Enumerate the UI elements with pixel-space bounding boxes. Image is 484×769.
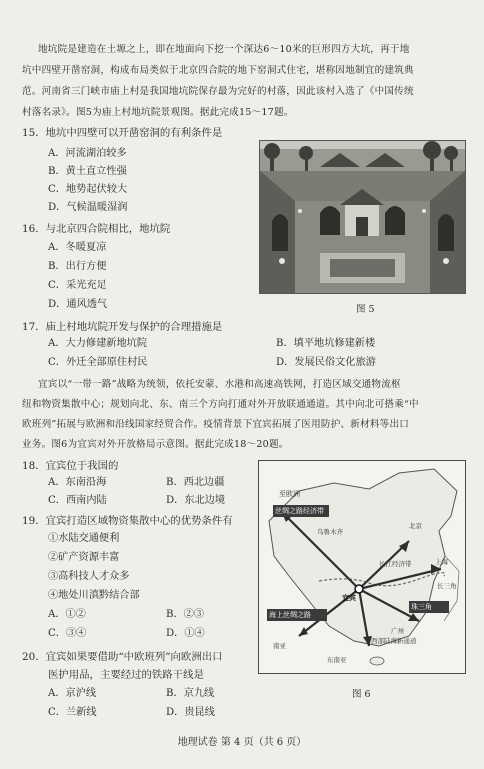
- q18-option-c[interactable]: C．西南内陆: [48, 495, 107, 506]
- q15-option-a[interactable]: A．河流湖泊较多: [48, 148, 127, 159]
- question-16-stem: 16．与北京四合院相比，地坑院: [22, 223, 171, 235]
- passage2-line-4: 业务。图6为宜宾对外开放格局示意图。据此完成18～20题。: [22, 439, 289, 450]
- q18-option-d[interactable]: D．东北边境: [166, 495, 226, 506]
- q16-option-d[interactable]: D．通风透气: [48, 299, 108, 310]
- passage2-line-3: 欧班列”拓展与欧洲和沿线国家经贸合作。疫情背景下宜宾拓展了医用防护、新材料等出口: [22, 419, 410, 430]
- map-label-yibin: 宜宾: [342, 593, 356, 602]
- passage2-line-1: 宜宾以“一带一路”战略为统领，依托安蒙、水港和高速高铁网，打造区域交通物流枢: [38, 379, 401, 390]
- yibin-marker: [355, 585, 363, 593]
- q20-option-c[interactable]: C．兰新线: [48, 707, 97, 718]
- map-label-guangzhou: 广州: [391, 627, 404, 635]
- q19-option-b[interactable]: B．②③: [166, 609, 205, 620]
- q19-statement-2: ②矿产资源丰富: [48, 552, 120, 563]
- intro-line-2: 坑中四壁开凿窑洞，构成布局类似于北京四合院的地下窑洞式住宅，堪称因地制宜的建筑典: [22, 65, 414, 76]
- figure-6-map: [258, 460, 466, 674]
- q19-statement-3: ③高科技人才众多: [48, 571, 130, 582]
- q15-option-b[interactable]: B．黄土直立性强: [48, 166, 127, 177]
- map-label-silk-road-belt: 丝绸之路经济带: [275, 507, 324, 515]
- map-label-southeast-asia: 东南亚: [327, 656, 347, 664]
- intro-line-4: 村落名录》。图5为庙上村地坑院景观图。据此完成15～17题。: [22, 107, 294, 118]
- map-label-shanghai: 上海: [435, 558, 448, 566]
- q19-option-c[interactable]: C．③④: [48, 628, 87, 639]
- courtyard-illustration: [260, 141, 465, 293]
- figure-6-caption: 图 6: [352, 689, 371, 700]
- q19-statement-4: ④地处川滇黔结合部: [48, 590, 140, 601]
- map-label-pearl-delta: 珠三角: [411, 603, 432, 611]
- map-label-europe: 至欧洲: [279, 490, 300, 498]
- figure-5-photo: [259, 140, 466, 294]
- map-label-beijing: 北京: [409, 522, 422, 530]
- map-label-yangtze-belt: 长江经济带: [379, 560, 412, 568]
- q20-option-b[interactable]: B．京九线: [166, 688, 215, 699]
- q16-option-a[interactable]: A．冬暖夏凉: [48, 242, 107, 253]
- map-label-south-asia: 南亚: [273, 642, 286, 650]
- q17-option-c[interactable]: C．外迁全部原住村民: [48, 357, 148, 368]
- q16-option-b[interactable]: B．出行方便: [48, 261, 107, 272]
- map-label-maritime-silk-road: 海上丝绸之路: [269, 611, 311, 619]
- q17-option-a[interactable]: A．大力修建新地坑院: [48, 338, 148, 349]
- question-20-stem-line-2: 医护用品，主要经过的铁路干线是: [48, 669, 204, 681]
- figure-5-caption: 图 5: [356, 304, 375, 315]
- q20-option-a[interactable]: A．京沪线: [48, 688, 97, 699]
- q16-option-c[interactable]: C．采光充足: [48, 280, 107, 291]
- page-footer: 地理试卷 第 4 页（共 6 页）: [177, 737, 307, 748]
- intro-line-1: 地坑院是建造在土塬之上，即在地面向下挖一个深达6～10米的巨形四方大坑，再于地: [38, 44, 410, 55]
- intro-line-3: 范。河南省三门峡市庙上村是我国地坑院保存最为完好的村落，因此该村入选了《中国传统: [22, 86, 414, 97]
- q19-statement-1: ①水陆交通便利: [48, 533, 120, 544]
- question-15-stem: 15．地坑中四壁可以开凿窑洞的有利条件是: [22, 127, 223, 139]
- q18-option-a[interactable]: A．东南沿海: [48, 477, 107, 488]
- q19-option-d[interactable]: D．①④: [166, 628, 205, 639]
- map-label-urumqi: 乌鲁木齐: [317, 528, 343, 536]
- q18-option-b[interactable]: B．西北边疆: [166, 477, 225, 488]
- q17-option-d[interactable]: D．发展民俗文化旅游: [276, 357, 376, 368]
- question-18-stem: 18．宜宾位于我国的: [22, 460, 119, 472]
- map-label-west-land-sea-corridor: 西部陆海新通道: [371, 637, 417, 645]
- question-20-stem-line-1: 20．宜宾如果要借助“中欧班列”向欧洲出口: [22, 651, 223, 663]
- map-label-delta: 长三角: [437, 582, 457, 590]
- q20-option-d[interactable]: D．贵昆线: [166, 707, 215, 718]
- passage2-line-2: 纽和物资集散中心；规划向北、东、南三个方向打通对外开放联通通道。其中向北可搭乘“中: [22, 399, 419, 410]
- q15-option-d[interactable]: D．气候温暖湿润: [48, 202, 128, 213]
- question-17-stem: 17．庙上村地坑院开发与保护的合理措施是: [22, 321, 223, 333]
- q15-option-c[interactable]: C．地势起伏较大: [48, 184, 128, 195]
- question-19-stem: 19．宜宾打造区域物资集散中心的优势条件有: [22, 515, 233, 527]
- q17-option-b[interactable]: B．填平地坑修建新楼: [276, 338, 376, 349]
- q19-option-a[interactable]: A．①②: [48, 609, 86, 620]
